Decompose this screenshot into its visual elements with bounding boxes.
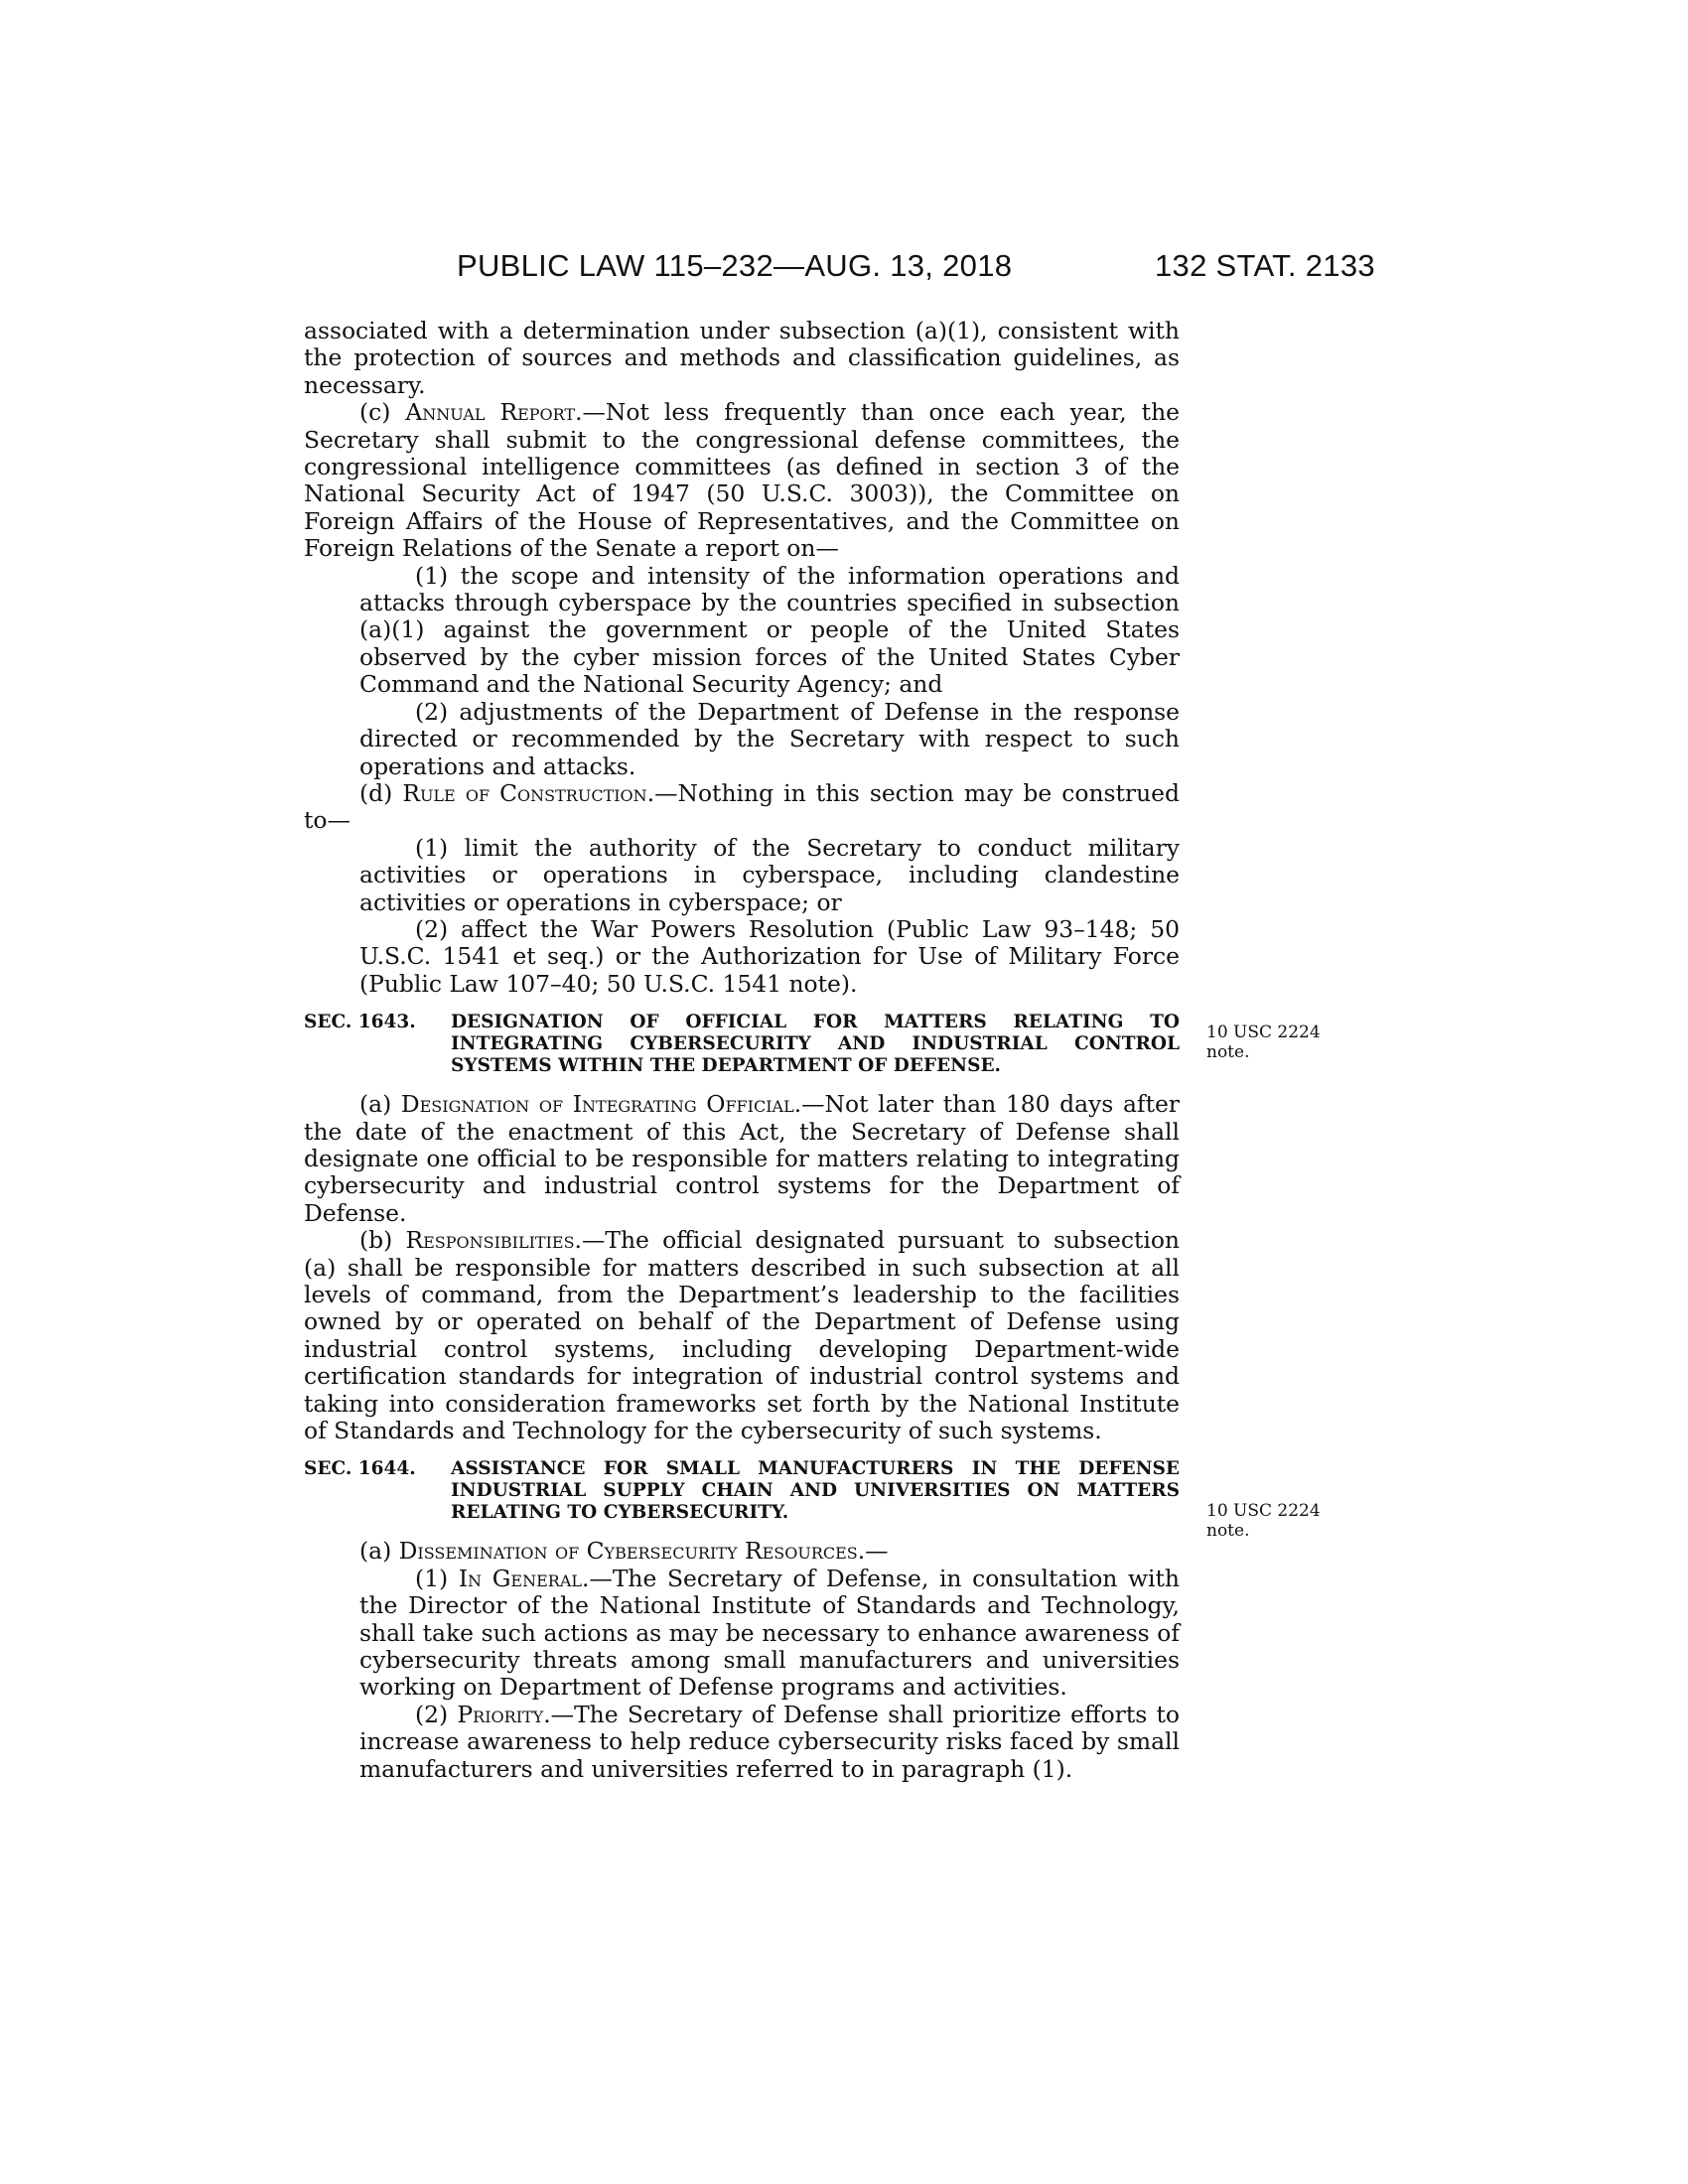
section-title: DESIGNATION OF OFFICIAL FOR MATTERS RELATING TO INTEGRATING CYBERSECURITY AND INDUSTRIAL CONTROL SYSTEMS WITHIN THE DEPARTMENT OF DEFENSE. [451,1012,1180,1077]
section-1643-subsection-a: (a) Designation of Integrating Official.—Not later than 180 days after the date of the enactment of this Act, the Secretary of Defense shall designate one official to be responsible for matters relating to integrating cybersecurity and industrial control systems for the Department of Defense. [304,1090,1180,1227]
section-1644-heading [304,1458,1180,1524]
subsection-heading: Responsibilities [405,1226,575,1255]
paragraph-c2: (2) adjustments of the Department of Defense in the response directed or recommended by the Secretary with respect to such operations and attacks. [359,697,1180,780]
subsection-c: (c) Annual Report.—Not less frequently than once each year, the Secretary shall submit to the congressional defense committees, the congressional intelligence committees (as defined in section 3 of the National Security Act of 1947 (50 U.S.C. 3003)), the Committee on Foreign Affairs of the House of Representatives, and the Committee on Foreign Relations of the Senate a report on— [304,398,1180,563]
margin-note-code: 10 USC 2224 [1206,1023,1321,1042]
subsection-d: (d) Rule of Construction.—Nothing in this section may be construed to— [304,778,1180,835]
margin-note-1644 [1206,1501,1321,1541]
paragraph-heading: Priority [457,1700,544,1728]
subsection-heading: Annual Report [405,398,576,427]
subsection-heading: Dissemination of Cybersecurity Resources [398,1537,858,1566]
margin-note-label: note. [1206,1042,1250,1062]
margin-note-1643 [1206,1023,1321,1062]
running-header-title: PUBLIC LAW 115–232—AUG. 13, 2018 [457,248,1013,283]
paragraph-c1: (1) the scope and intensity of the information operations and attacks through cyberspace by the countries specified in subsection (a)(1) against the government or people of the United States observed by the cyber mission forces of the United States Cyber Command and the National Security Agency; and [359,561,1180,699]
section-1643-heading [304,1012,1180,1077]
section-1644-paragraph-1: (1) In General.—The Secretary of Defense, in consultation with the Director of the National Institute of Standards and Technology, shall take such actions as may be necessary to enhance awareness of cybersecurity threats among small manufacturers and universities working on Department of Defense programs and activities. [359,1564,1180,1702]
body-text [304,318,1180,1783]
subsection-heading: Rule of Construction [402,778,647,807]
section-title: ASSISTANCE FOR SMALL MANUFACTURERS IN THE DEFENSE INDUSTRIAL SUPPLY CHAIN AND UNIVERSITIES ON MATTERS RELATING TO CYBERSECURITY. [451,1458,1180,1524]
page-stat-number: 132 STAT. 2133 [1155,248,1375,283]
section-1643-subsection-b: (b) Responsibilities.—The official designated pursuant to subsection (a) shall be responsible for matters described in such subsection at all levels of command, from the Department’s leadership to the facilities owned by or operated on behalf of the Department of Defense using industrial control systems, including developing Department-wide certification standards for integration of industrial control systems and taking into consideration frameworks set forth by the National Institute of Standards and Technology for the cybersecurity of such systems. [304,1226,1180,1445]
margin-note-code: 10 USC 2224 [1206,1501,1321,1521]
section-number: SEC. 1644. [304,1458,416,1480]
continued-paragraph: associated with a determination under subsection (a)(1), consistent with the protection of sources and methods and classification guidelines, as necessary. [304,317,1180,399]
paragraph-d1: (1) limit the authority of the Secretary to conduct military activities or operations in cyberspace, including clandestine activities or operations in cyberspace; or [359,833,1180,916]
subsection-heading: Designation of Integrating Official [400,1090,794,1119]
paragraph-heading: In General [458,1564,582,1592]
margin-note-label: note. [1206,1521,1250,1541]
section-1644-paragraph-2: (2) Priority.—The Secretary of Defense shall prioritize efforts to increase awareness to help reduce cybersecurity risks faced by small manufacturers and universities referred to in paragraph (1). [359,1700,1180,1783]
section-number: SEC. 1643. [304,1012,416,1033]
paragraph-d2: (2) affect the War Powers Resolution (Public Law 93–148; 50 U.S.C. 1541 et seq.) or the Authorization for Use of Military Force (Public Law 107–40; 50 U.S.C. 1541 note). [359,914,1180,998]
section-1644-subsection-a: (a) Dissemination of Cybersecurity Resources.— [359,1537,889,1566]
